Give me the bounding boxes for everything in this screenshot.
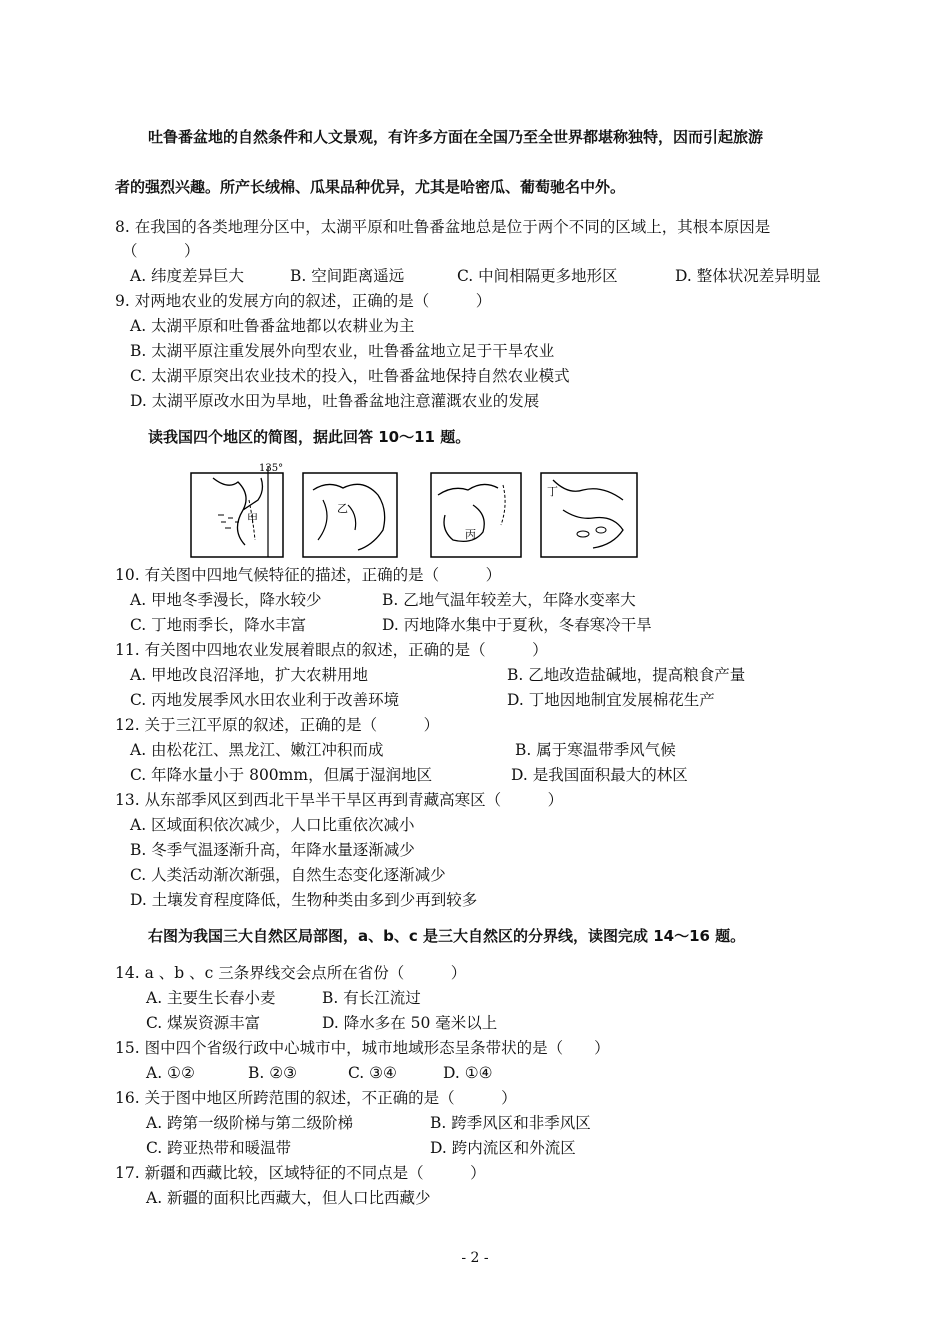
intro-14-16: 右图为我国三大自然区局部图，a、b、c 是三大自然区的分界线，读图完成 14～16 题。 bbox=[148, 927, 746, 945]
q13-option-c: C. 人类活动渐次渐强，自然生态变化逐渐减少 bbox=[130, 866, 446, 884]
q12-option-d: D. 是我国面积最大的林区 bbox=[511, 766, 688, 784]
q14-option-c: C. 煤炭资源丰富 bbox=[146, 1014, 261, 1032]
q9-option-a: A. 太湖平原和吐鲁番盆地都以农耕业为主 bbox=[130, 317, 415, 335]
q11-option-a: A. 甲地改良沼泽地，扩大农耕用地 bbox=[130, 666, 369, 684]
q12-option-a: A. 由松花江、黑龙江、嫩江冲积而成 bbox=[130, 741, 384, 759]
q10-option-b: B. 乙地气温年较差大，年降水变率大 bbox=[382, 591, 636, 609]
q12-stem: 12. 关于三江平原的叙述，正确的是（ ） bbox=[115, 716, 440, 734]
q14-option-a: A. 主要生长春小麦 bbox=[146, 989, 276, 1007]
map-label-jia: 甲 bbox=[247, 512, 258, 525]
q8-bracket: （ ） bbox=[122, 242, 200, 260]
four-region-maps bbox=[183, 460, 644, 560]
q13-stem: 13. 从东部季风区到西北干旱半干旱区再到青藏高寒区（ ） bbox=[115, 791, 564, 809]
q8-option-d: D. 整体状况差异明显 bbox=[675, 267, 821, 285]
map-label-ding: 丁 bbox=[547, 485, 558, 498]
q9-option-c: C. 太湖平原突出农业技术的投入，吐鲁番盆地保持自然农业模式 bbox=[130, 367, 570, 385]
q10-option-c: C. 丁地雨季长，降水丰富 bbox=[130, 616, 307, 634]
q15-option-b: B. ②③ bbox=[248, 1064, 298, 1082]
q16-stem: 16. 关于图中地区所跨范围的叙述，不正确的是（ ） bbox=[115, 1089, 517, 1107]
map-yi bbox=[303, 473, 397, 557]
q11-option-c: C. 丙地发展季风水田农业利于改善环境 bbox=[130, 691, 400, 709]
q16-option-a: A. 跨第一级阶梯与第二级阶梯 bbox=[146, 1114, 354, 1132]
q13-option-b: B. 冬季气温逐渐升高，年降水量逐渐减少 bbox=[130, 841, 415, 859]
q11-option-d: D. 丁地因地制宜发展棉花生产 bbox=[507, 691, 715, 709]
map-bing bbox=[431, 473, 521, 557]
q14-option-b: B. 有长江流过 bbox=[322, 989, 421, 1007]
map-ding bbox=[541, 473, 637, 557]
passage-line-1: 吐鲁番盆地的自然条件和人文景观，有许多方面在全国乃至全世界都堪称独特，因而引起旅游 bbox=[148, 128, 764, 146]
q15-option-d: D. ①④ bbox=[443, 1064, 493, 1082]
map-longitude-label: 135° bbox=[259, 463, 284, 474]
passage-line-2: 者的强烈兴趣。所产长绒棉、瓜果品种优异，尤其是哈密瓜、葡萄驰名中外。 bbox=[115, 178, 626, 196]
q11-stem: 11. 有关图中四地农业发展着眼点的叙述，正确的是（ ） bbox=[115, 641, 548, 659]
q9-option-d: D. 太湖平原改水田为旱地，吐鲁番盆地注意灌溉农业的发展 bbox=[130, 392, 540, 410]
q15-stem: 15. 图中四个省级行政中心城市中，城市地域形态呈条带状的是（ ） bbox=[115, 1039, 610, 1057]
q12-option-b: B. 属于寒温带季风气候 bbox=[515, 741, 676, 759]
map-label-yi: 乙 bbox=[337, 502, 348, 515]
q10-stem: 10. 有关图中四地气候特征的描述，正确的是（ ） bbox=[115, 566, 502, 584]
q8-stem: 8. 在我国的各类地理分区中，太湖平原和吐鲁番盆地总是位于两个不同的区域上，其根本原因是 bbox=[115, 218, 771, 236]
q17-stem: 17. 新疆和西藏比较，区域特征的不同点是（ ） bbox=[115, 1164, 486, 1182]
q12-option-c: C. 年降水量小于 800mm，但属于湿润地区 bbox=[130, 766, 433, 784]
q15-option-c: C. ③④ bbox=[348, 1064, 397, 1082]
q17-option-a: A. 新疆的面积比西藏大，但人口比西藏少 bbox=[146, 1189, 431, 1207]
q15-option-a: A. ①② bbox=[146, 1064, 195, 1082]
q9-option-b: B. 太湖平原注重发展外向型农业，吐鲁番盆地立足于干旱农业 bbox=[130, 342, 555, 360]
map-label-bing: 丙 bbox=[465, 528, 476, 541]
q11-option-b: B. 乙地改造盐碱地，提高粮食产量 bbox=[507, 666, 746, 684]
q16-option-c: C. 跨亚热带和暖温带 bbox=[146, 1139, 292, 1157]
q8-option-b: B. 空间距离遥远 bbox=[290, 267, 405, 285]
q16-option-b: B. 跨季风区和非季风区 bbox=[430, 1114, 591, 1132]
q10-option-d: D. 丙地降水集中于夏秋，冬春寒冷干旱 bbox=[382, 616, 652, 634]
q9-stem: 9. 对两地农业的发展方向的叙述，正确的是（ ） bbox=[115, 292, 492, 310]
q14-option-d: D. 降水多在 50 毫米以上 bbox=[322, 1014, 498, 1032]
map-jia bbox=[191, 463, 283, 557]
q16-option-d: D. 跨内流区和外流区 bbox=[430, 1139, 576, 1157]
q14-stem: 14. a 、b 、c 三条界线交会点所在省份（ ） bbox=[115, 964, 467, 982]
page-number: - 2 - bbox=[461, 1250, 489, 1266]
q8-option-c: C. 中间相隔更多地形区 bbox=[457, 267, 618, 285]
q8-option-a: A. 纬度差异巨大 bbox=[130, 267, 245, 285]
q13-option-d: D. 土壤发育程度降低，生物种类由多到少再到较多 bbox=[130, 891, 478, 909]
intro-10-11: 读我国四个地区的简图，据此回答 10～11 题。 bbox=[148, 428, 471, 446]
q10-option-a: A. 甲地冬季漫长，降水较少 bbox=[130, 591, 322, 609]
q13-option-a: A. 区域面积依次减少，人口比重依次减小 bbox=[130, 816, 415, 834]
